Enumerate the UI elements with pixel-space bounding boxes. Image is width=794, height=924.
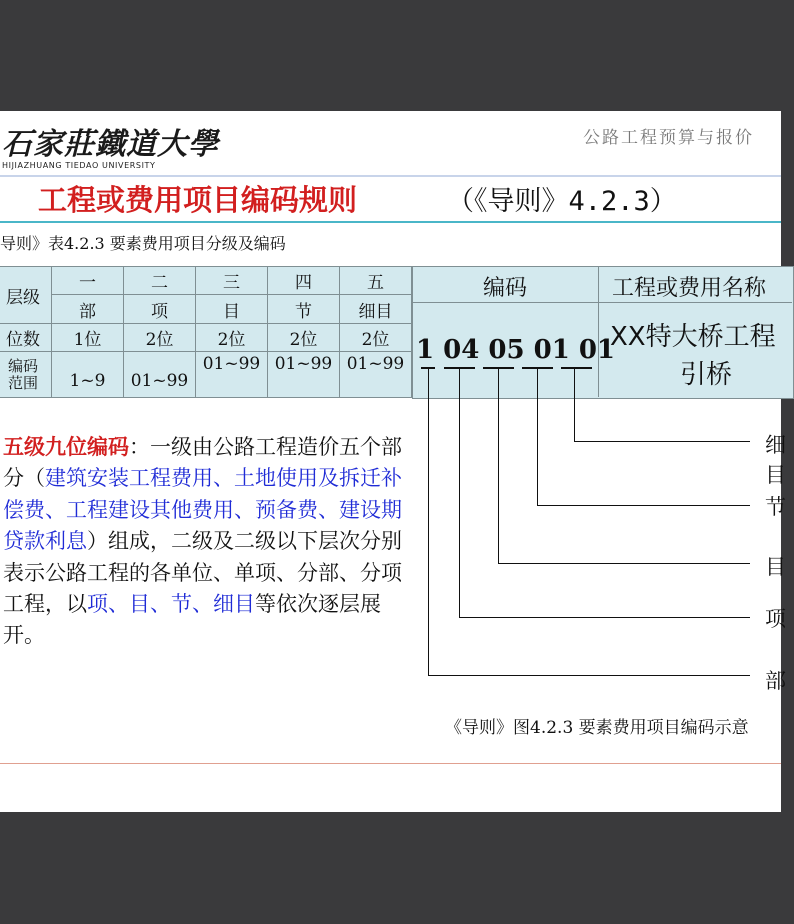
level-label-mu: 目 [765,555,786,579]
row-label-range [0,352,52,398]
digit-underline [561,367,592,369]
level-cell: 三 [196,267,268,295]
project-name-line1: XX特大桥工程 [610,322,776,352]
bracket-line-ximu [574,367,575,441]
level-name-cell: 项 [124,295,196,324]
table-caption: 导则》表4.2.3 要素费用项目分级及编码 [0,234,286,253]
level-name-cell: 目 [196,295,268,324]
university-logo: 石家莊鐵道大學 [2,127,219,162]
level-label-jie: 节 [765,495,786,519]
title-underline [0,221,781,223]
row-label-range-line2: 范围 [7,373,38,392]
paragraph-text: ）组成，二级及二级以下层次分别表示公路工程的各单位、单项、分部、分项工程，以 [3,529,402,617]
bracket-line-bu [428,367,429,675]
digits-cell: 1位 [52,324,124,352]
code-box-column-divider [598,266,599,397]
explanation-paragraph [3,431,413,652]
row-label-digits: 位数 [0,324,52,352]
slide [0,111,786,812]
range-cell: 01~99 [268,352,340,398]
bracket-arm-ximu [574,441,750,442]
page-title-reference: （《导则》4.2.3） [447,186,677,217]
row-label-range-line1: 编码 [7,356,38,375]
level-cell: 一 [52,267,124,295]
level-name-cell: 部 [52,295,124,324]
highlight-blue: 建筑安装工程费用、土地使用及拆迁补偿费、工程建设其他费用、预备费、建设期贷款利息 [3,466,402,554]
level-cell: 二 [124,267,196,295]
bracket-arm-xiang [459,617,750,618]
course-title: 公路工程预算与报价 [583,128,754,148]
digits-cell: 2位 [268,324,340,352]
bracket-line-jie [537,367,538,505]
figure-caption: 《导则》图4.2.3 要素费用项目编码示意 [445,718,749,738]
digits-cell: 2位 [196,324,268,352]
bracket-line-mu [498,367,499,563]
university-logo-english: HIJIAZHUANG TIEDAO UNIVERSITY [2,161,156,170]
paragraph-text: 等依次逐层展开。 [3,592,381,648]
row-label-level: 层级 [0,267,52,324]
digits-cell: 2位 [340,324,412,352]
header-divider [0,175,781,177]
highlight-red: 五级九位编码 [3,434,129,459]
footer-divider [0,763,781,764]
code-value: 1 04 05 01 01 [416,335,616,365]
level-label-ximu: 细目 [765,433,786,487]
range-cell: 01~99 [196,352,268,398]
highlight-blue: 项、目、节、细目 [87,592,255,617]
bracket-line-xiang [459,367,460,617]
level-name-cell: 细目 [340,295,412,324]
code-box-divider [412,302,792,303]
bracket-arm-mu [498,563,750,564]
range-cell: 01~99 [124,352,196,398]
digits-cell: 2位 [124,324,196,352]
bracket-arm-jie [537,505,750,506]
level-table [0,266,412,398]
name-header: 工程或费用名称 [612,276,767,301]
level-label-xiang: 项 [765,607,786,631]
range-cell: 01~99 [340,352,412,398]
bracket-arm-bu [428,675,750,676]
paragraph-text: ：一级由公路工程造价五个部分（ [3,435,402,491]
level-cell: 四 [268,267,340,295]
project-name-line2: 引桥 [680,360,733,390]
level-cell: 五 [340,267,412,295]
level-name-cell: 节 [268,295,340,324]
page-title: 工程或费用项目编码规则 [38,183,358,217]
code-header: 编码 [482,276,527,301]
level-label-bu: 部 [765,669,786,693]
range-cell: 1~9 [52,352,124,398]
